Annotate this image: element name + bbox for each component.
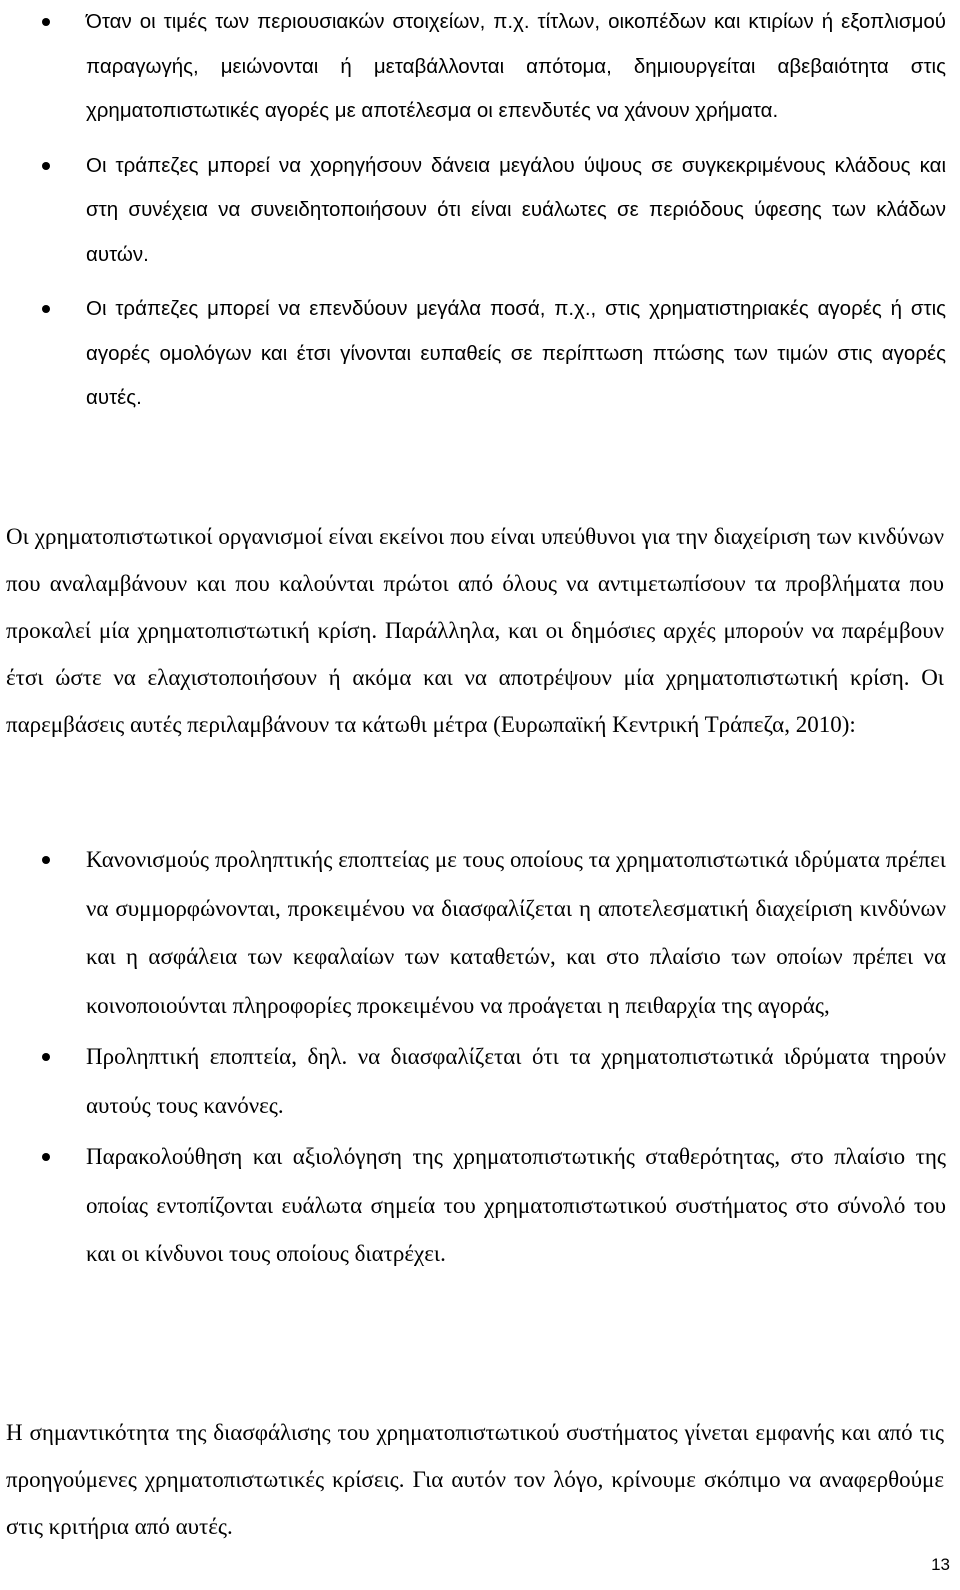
list-item-text: Όταν οι τιμές των περιουσιακών στοιχείων, π.χ. τίτλων, οικοπέδων και κτιρίων ή εξοπλισμού παραγωγής, μειώνονται ή μεταβάλλονται απότομα, δημιουργείται αβεβαιότητα στις χρηματοπιστωτικές αγορές με αποτέλεσμα οι επενδυτές να χάνουν χρήματα. [86,10,946,122]
list-item-text: Παρακολούθηση και αξιολόγηση της χρηματοπιστωτικής σταθερότητας, στο πλαίσιο της οποίας εντοπίζονται ευάλωτα σημεία του χρηματοπιστωτικού συστήματος στο σύνολό του και οι κίνδυνοι τους οποίους διατρέχει. [86,1144,946,1266]
measures-list [0,836,960,1282]
list-item-text: Οι τράπεζες μπορεί να χορηγήσουν δάνεια μεγάλου ύψους σε συγκεκριμένους κλάδους και στη συνέχεια να συνειδητοποιήσουν ότι είναι ευάλωτες σε περιόδους ύφεσης των κλάδων αυτών. [86,153,946,266]
list-item-text: Προληπτική εποπτεία, δηλ. να διασφαλίζεται ότι τα χρηματοπιστωτικά ιδρύματα τηρούν αυτούς τους κανόνες. [86,1044,946,1118]
bullet-icon [42,162,50,170]
bullet-icon [42,856,50,864]
list-item-text: Οι τράπεζες μπορεί να επενδύουν μεγάλα ποσά, π.χ., στις χρηματιστηριακές αγορές ή στις αγορές ομολόγων και έτσι γίνονται ευπαθείς σε περίπτωση πτώσης των τιμών στις αγορές αυτές. [86,297,946,409]
list-item [0,836,960,1030]
bullet-icon [42,1153,50,1161]
body-paragraph: Οι χρηματοπιστωτικοί οργανισμοί είναι εκείνοι που είναι υπεύθυνοι για την διαχείριση των κινδύνων που αναλαμβάνουν και που καλούνται πρώτοι από όλους να αντιμετωπίσουν τα προβλήματα που προκαλεί μία χρηματοπιστωτική κρίση. Παράλληλα, και οι δημόσιες αρχές μπορούν να παρέμβουν έτσι ώστε να ελαχιστοποιήσουν ή ακόμα και να αποτρέψουν μία χρηματοπιστωτική κρίση. Οι παρεμβάσεις αυτές περιλαμβάνουν τα κάτωθι μέτρα (Ευρωπαϊκή Κεντρική Τράπεζα, 2010): [6,524,944,737]
list-item [0,287,960,421]
page-number: 13 [931,1555,950,1574]
list-item-text: Κανονισμούς προληπτικής εποπτείας με τους οποίους τα χρηματοπιστωτικά ιδρύματα πρέπει να συμμορφώνονται, προκειμένου να διασφαλίζεται η αποτελεσματική διαχείριση κινδύνων και η ασφάλεια των κεφαλαίων των καταθετών, και στο πλαίσιο των οποίων πρέπει να κοινοποιούνται πληροφορίες προκειμένου να προάγεται η πειθαρχία της αγοράς, [86,847,946,1018]
list-item [0,0,960,134]
list-item [0,144,960,278]
bullet-icon [42,1053,50,1061]
risk-causes-list [0,0,960,431]
bullet-icon [42,305,50,313]
bullet-icon [42,18,50,26]
list-item [0,1033,960,1130]
list-item [0,1133,960,1279]
closing-paragraph: Η σημαντικότητα της διασφάλισης του χρηματοπιστωτικού συστήματος γίνεται εμφανής και από τις προηγούμενες χρηματοπιστωτικές κρίσεις. Για αυτόν τον λόγο, κρίνουμε σκόπιμο να αναφερθούμε στις κριτήρια από αυτές. [6,1420,944,1539]
